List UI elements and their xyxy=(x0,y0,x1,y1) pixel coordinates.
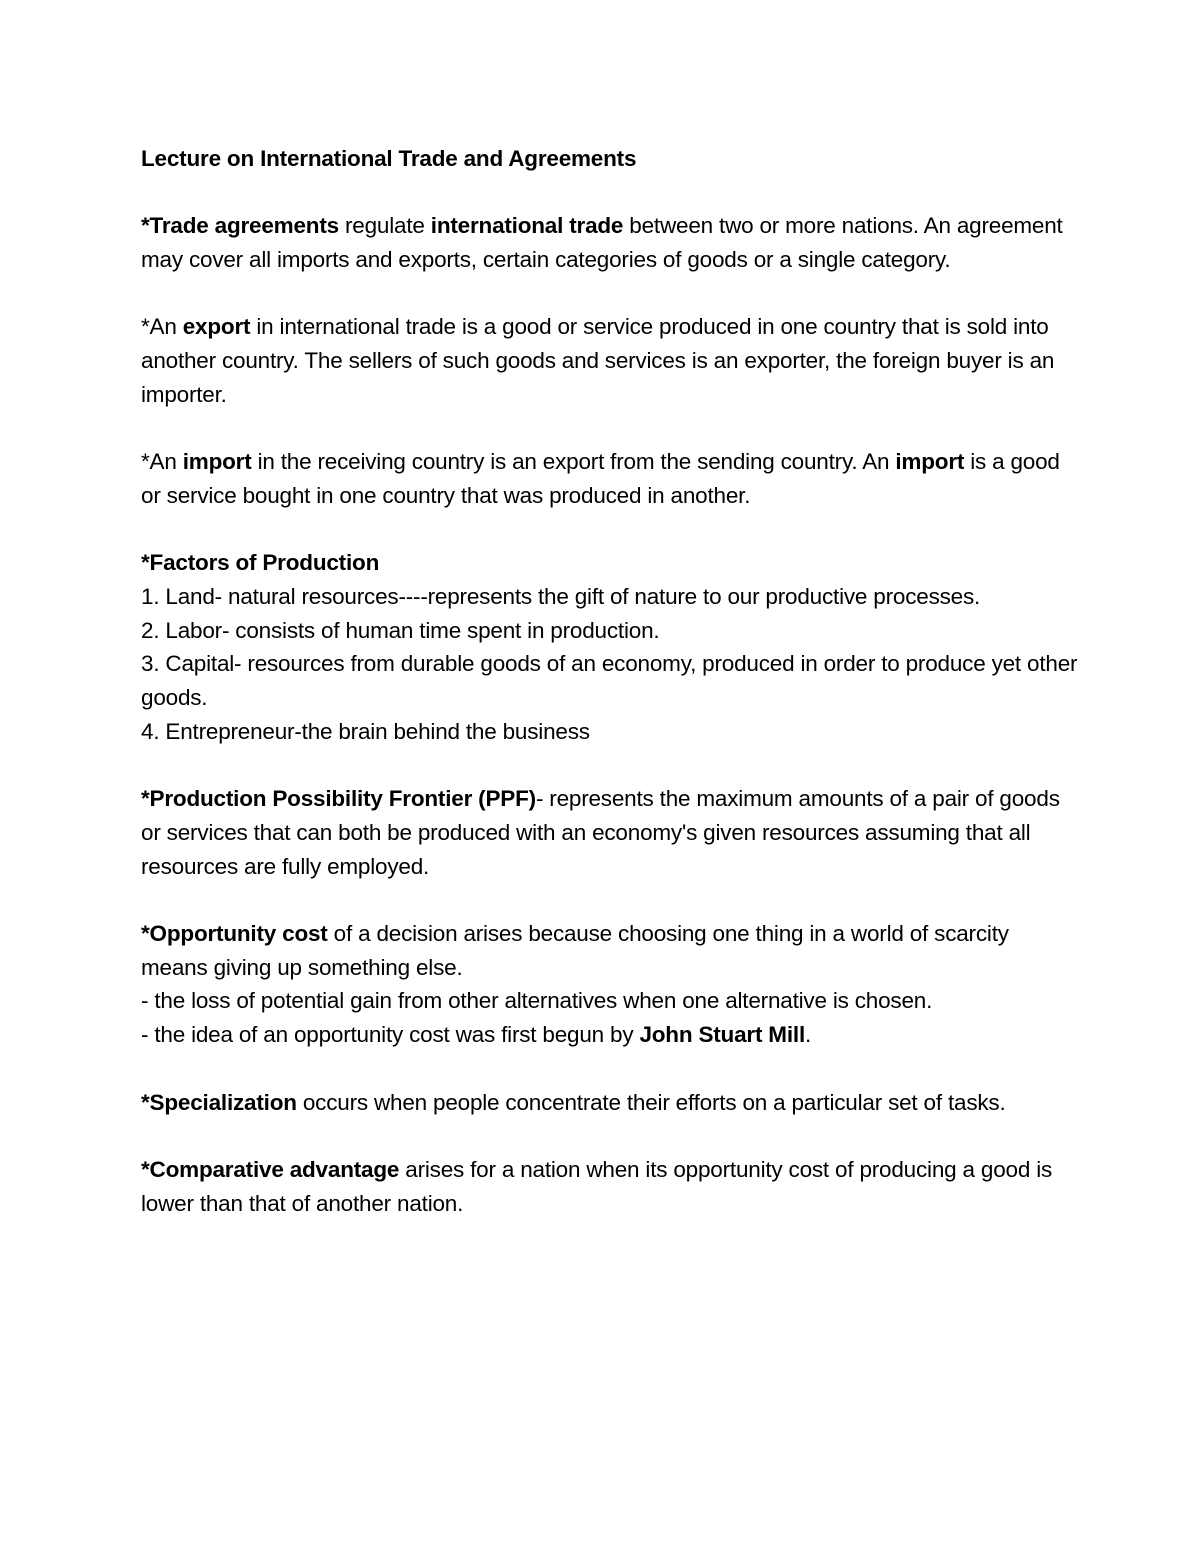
export-paragraph xyxy=(141,310,1081,411)
export-prefix: *An xyxy=(141,314,183,340)
specialization-paragraph xyxy=(141,1086,1081,1120)
trade-text-2: between two or more nations. An agreement may cover all imports and exports, certain categories of goods or a single category. xyxy=(141,213,1063,273)
import-paragraph xyxy=(141,445,1081,512)
ppf-paragraph xyxy=(141,782,1081,883)
ppf-term: *Production Possibility Frontier (PPF) xyxy=(141,786,536,812)
specialization-text: occurs when people concentrate their efforts on a particular set of tasks. xyxy=(296,1089,1006,1115)
import-text-2: is a good or service bought in one country that was produced in another. xyxy=(141,449,1060,508)
opportunity-cost-text: of a decision arises because choosing one thing in a world of scarcity means giving up something else. xyxy=(141,921,1009,980)
opportunity-cost-line-3 xyxy=(141,1018,1081,1052)
trade-agreements-paragraph xyxy=(141,209,1081,276)
international-trade-term: international trade xyxy=(430,213,624,239)
import-term-2: import xyxy=(895,449,965,475)
import-term: import xyxy=(182,449,252,475)
comparative-advantage-paragraph xyxy=(141,1153,1081,1220)
document-title: Lecture on International Trade and Agreements xyxy=(141,146,637,171)
opportunity-cost-line-2: - the loss of potential gain from other alternatives when one alternative is chosen. xyxy=(141,988,933,1014)
comparative-advantage-term: *Comparative advantage xyxy=(141,1156,400,1182)
trade-agreements-term: *Trade agreements xyxy=(141,213,339,239)
factor-item-capital: 3. Capital- resources from durable goods of an economy, produced in order to produce yet other goods. xyxy=(141,651,1078,711)
specialization-term: *Specialization xyxy=(141,1089,297,1115)
factors-of-production-section xyxy=(141,546,1081,748)
document-page xyxy=(141,142,1081,1220)
export-term: export xyxy=(182,314,251,340)
factor-item-land: 1. Land- natural resources----represents the gift of nature to our productive processes. xyxy=(141,584,981,610)
opportunity-cost-section xyxy=(141,917,1081,1052)
opportunity-cost-line-3-suffix: . xyxy=(805,1022,812,1048)
opportunity-cost-term: *Opportunity cost xyxy=(141,921,328,947)
factor-item-entrepreneur: 4. Entrepreneur-the brain behind the business xyxy=(141,718,590,744)
import-prefix: *An xyxy=(141,449,183,475)
factor-item-labor: 2. Labor- consists of human time spent in production. xyxy=(141,617,660,643)
opportunity-cost-line-3-prefix: - the idea of an opportunity cost was first begun by xyxy=(141,1022,640,1048)
import-text-1: in the receiving country is an export from the sending country. An xyxy=(251,449,896,475)
opportunity-cost-definition xyxy=(141,917,1081,984)
export-text: in international trade is a good or service produced in one country that is sold into another country. The sellers of such goods and services is an exporter, the foreign buyer is an importer. xyxy=(141,314,1055,407)
ppf-text: - represents the maximum amounts of a pair of goods or services that can both be produced with an economy's given resources assuming that all resources are fully employed. xyxy=(141,786,1060,879)
comparative-advantage-text: arises for a nation when its opportunity cost of producing a good is lower than that of another nation. xyxy=(141,1156,1053,1216)
trade-text-1: regulate xyxy=(338,213,431,239)
john-stuart-mill-name: John Stuart Mill xyxy=(639,1022,806,1048)
factors-heading: *Factors of Production xyxy=(141,550,380,576)
